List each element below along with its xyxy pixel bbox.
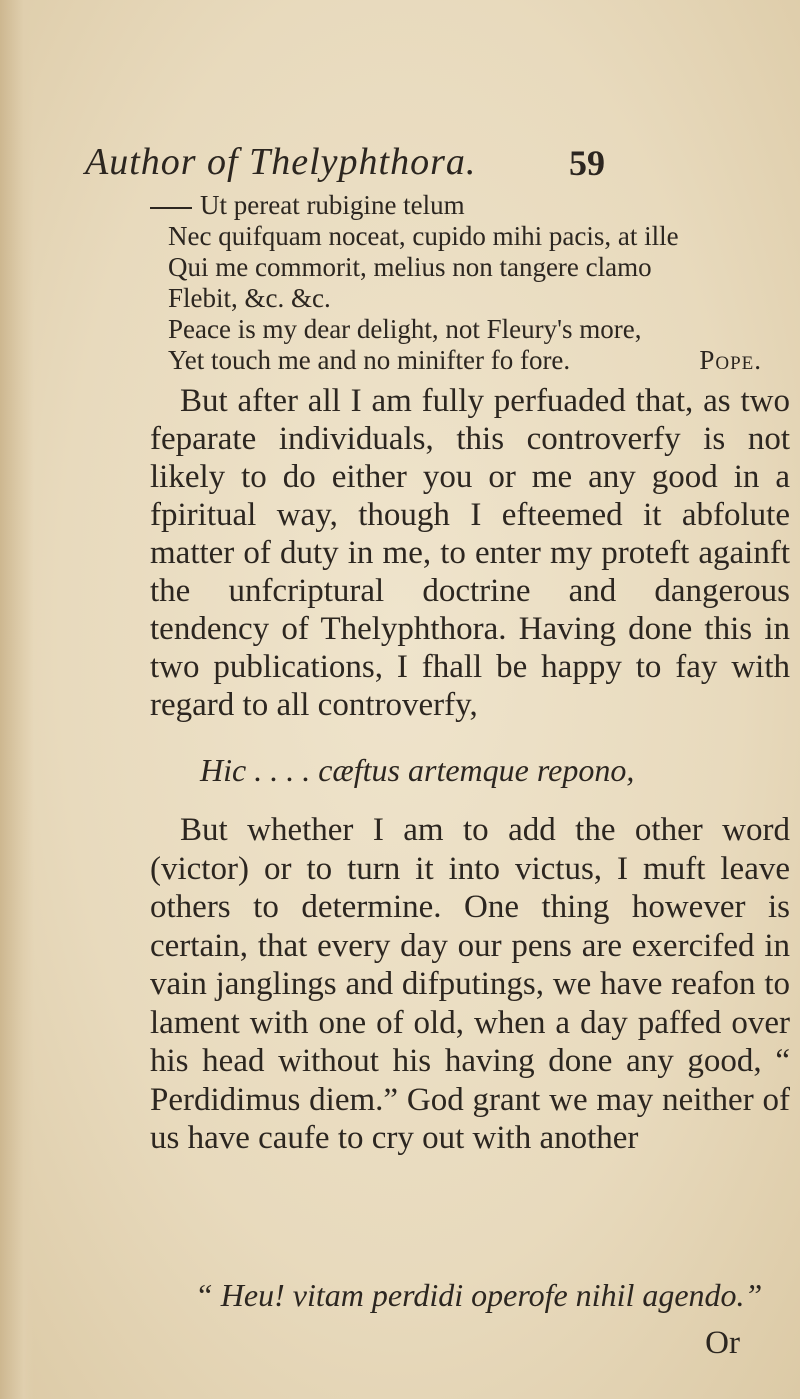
verse-line-4: Flebit, &c. &c.	[168, 283, 331, 313]
catchword: Or	[705, 1325, 740, 1361]
verse-quotation	[150, 190, 790, 376]
paragraph-2-text: But whether I am to add the other word (victor) or to turn it into victus, I muft leave others to determine. One thing however is certain, that every day our pens are exercifed in vain janglings and difputings, we have reafon to lament with one of old, when a day paffed over his head without his having done any good, “ Perdidimus diem.” God grant we may neither of us have caufe to cry out with another	[150, 812, 790, 1156]
paragraph-1-text: But after all I am fully perfuaded that, as two feparate individuals, this controverfy is not likely to do either you or me any good in a fpiritual way, though I efteemed it abfolute matter of duty in me, to enter my proteft againft the unfcriptural doctrine and dangerous tendency of Thelyphthora. Having done this in two publications, I fhall be happy to fay with regard to all controverfy,	[150, 383, 790, 723]
running-head: Author of Thelyphthora.	[85, 141, 477, 183]
latin-quote-2: “ Heu! vitam perdidi operofe nihil agendo.”	[195, 1277, 763, 1313]
verse-line-6	[150, 345, 790, 376]
page-gutter-shadow	[0, 0, 34, 1399]
paragraph-2	[150, 811, 790, 1158]
verse-line-2: Nec quifquam noceat, cupido mihi pacis, at ille	[168, 221, 679, 251]
latin-quote-1: Hic . . . . cæftus artemque repono,	[200, 752, 635, 788]
verse-line-3: Qui me commorit, melius non tangere clamo	[168, 252, 652, 282]
verse-line-5: Peace is my dear delight, not Fleury's more,	[168, 314, 642, 344]
paragraph-1	[150, 382, 790, 724]
verse-attribution: Pope.	[699, 345, 762, 375]
page-number: 59	[569, 143, 605, 183]
verse-line-6-text: Yet touch me and no minifter fo fore.	[168, 345, 571, 375]
verse-line-1: Ut pereat rubigine telum	[150, 190, 790, 221]
